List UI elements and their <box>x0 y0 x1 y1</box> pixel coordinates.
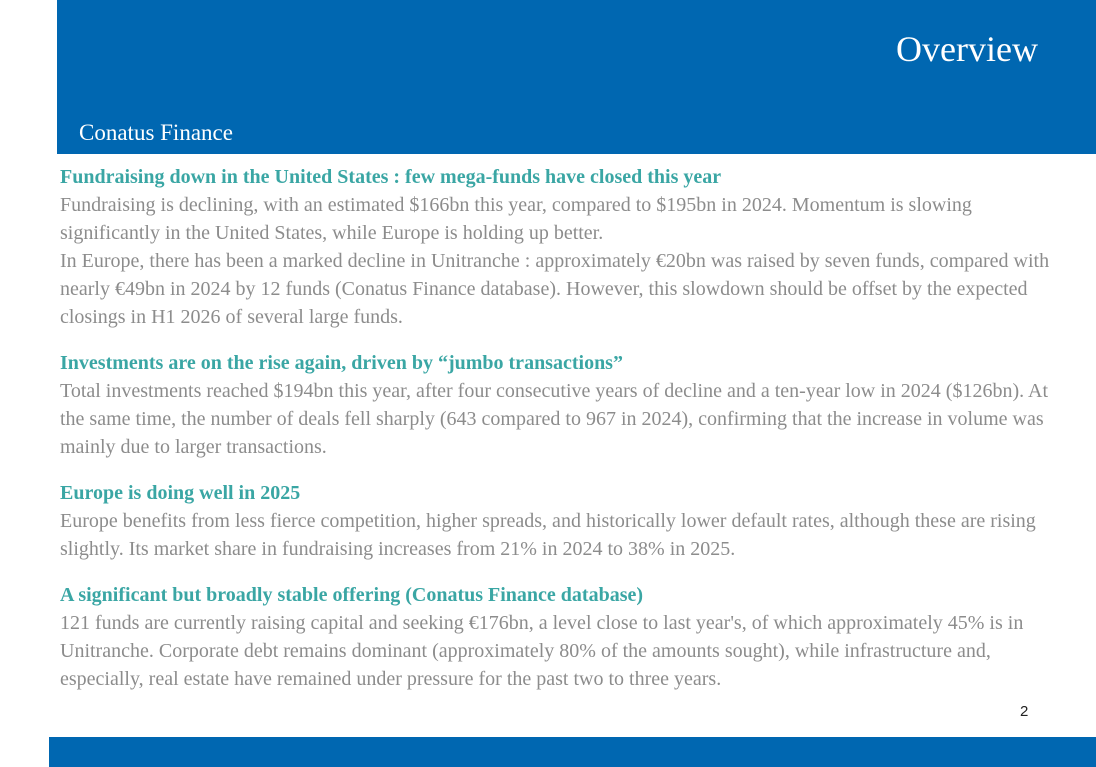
brand-name: Conatus Finance <box>79 120 233 145</box>
page-number: 2 <box>1020 703 1029 720</box>
header-band <box>57 0 1096 154</box>
section-paragraph: Europe benefits from less fierce competition, higher spreads, and historically lower default rates, although these are rising slightly. Its market share in fundraising increases from 21% in 2024 to 38% in 2025. <box>60 510 1036 560</box>
slide-content <box>60 163 1070 711</box>
section-fundraising <box>60 163 1070 331</box>
section-heading: Fundraising down in the United States : few mega-funds have closed this year <box>60 166 722 188</box>
section-investments <box>60 349 1070 461</box>
section-heading: A significant but broadly stable offering (Conatus Finance database) <box>60 584 644 606</box>
section-paragraph: Fundraising is declining, with an estimated $166bn this year, compared to $195bn in 2024. Momentum is slowing significantly in the United States, while Europe is holding up better. <box>60 194 972 244</box>
section-paragraph: In Europe, there has been a marked decline in Unitranche : approximately €20bn was raised by seven funds, compared with nearly €49bn in 2024 by 12 funds (Conatus Finance database). However, this slowdown should be offset by the expected closings in H1 2026 of several large funds. <box>60 250 1050 328</box>
slide-title: Overview <box>896 29 1038 69</box>
section-heading: Investments are on the rise again, driven by “jumbo transactions” <box>60 352 623 374</box>
section-heading: Europe is doing well in 2025 <box>60 482 301 504</box>
section-paragraph: Total investments reached $194bn this year, after four consecutive years of decline and a ten-year low in 2024 ($126bn). At the same time, the number of deals fell sharply (643 compared to 967 in 2024), confirming that the increase in volume was mainly due to larger transactions. <box>60 380 1049 458</box>
footer-band <box>49 737 1096 767</box>
section-offering <box>60 581 1070 693</box>
section-paragraph: 121 funds are currently raising capital and seeking €176bn, a level close to last year's, of which approximately 45% is in Unitranche. Corporate debt remains dominant (approximately 80% of the amounts sought), while infrastructure and, especially, real estate have remained under pressure for the past two to three years. <box>60 612 1024 690</box>
section-europe <box>60 479 1070 563</box>
